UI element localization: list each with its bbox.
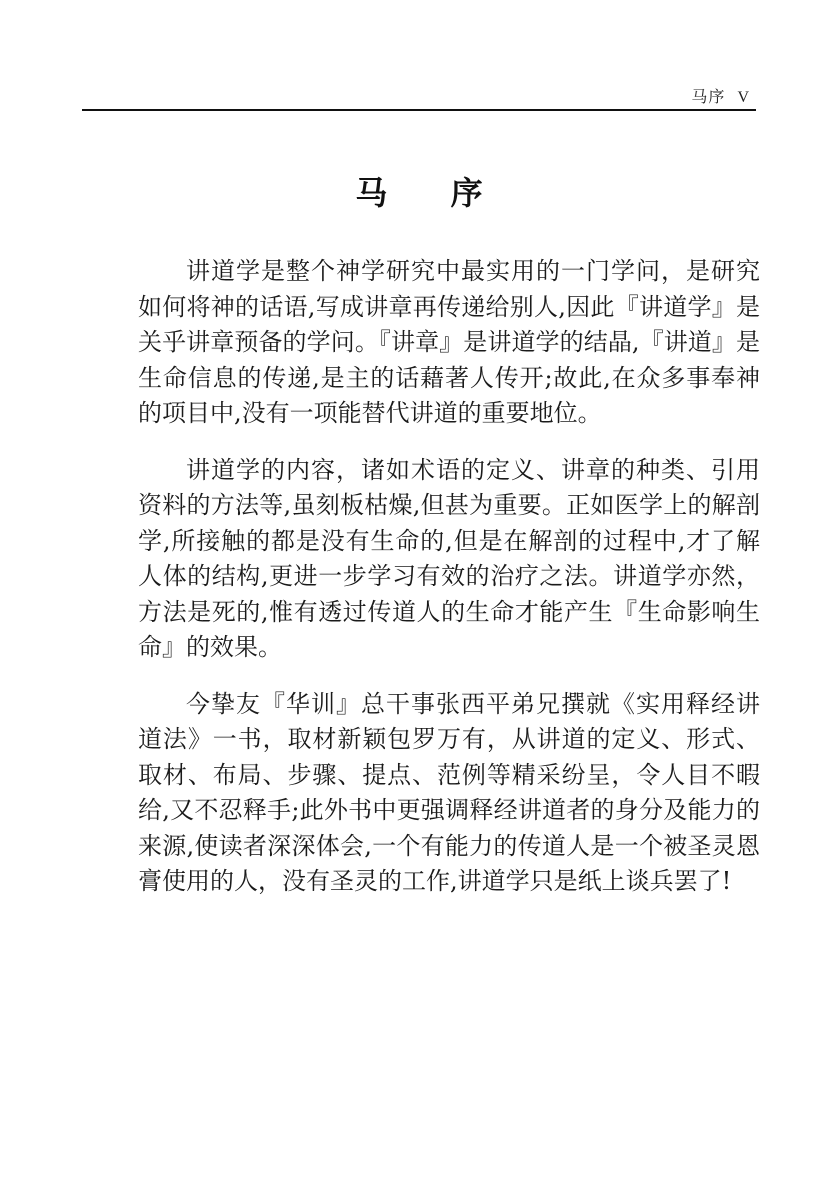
chapter-title: 马 序 — [355, 174, 509, 212]
header-rule — [82, 109, 756, 111]
running-header — [691, 84, 750, 107]
page-number: V — [737, 89, 750, 106]
paragraph-3: 今挚友『华训』总干事张西平弟兄撰就《实用释经讲道法》一书，取材新颖包罗万有，从讲道的定义、形式、取材、布局、步骤、提点、范例等精采纷呈，令人目不暇给,又不忍释手;此外书中更强调释经讲道者的身分及能力的来源,使读者深深体会,一个有能力的传道人是一个被圣灵恩膏使用的人，没有圣灵的工作,讲道学只是纸上谈兵罢了! — [138, 689, 760, 895]
header-section-name: 马序 — [691, 87, 726, 106]
paragraph-2: 讲道学的内容，诸如术语的定义、讲章的种类、引用资料的方法等,虽刻板枯燥,但甚为重要。正如医学上的解剖学,所接触的都是没有生命的,但是在解剖的过程中,才了解人体的结构,更进一步学习有效的治疗之法。讲道学亦然，方法是死的,惟有透过传道人的生命才能产生『生命影响生命』的效果。 — [138, 455, 760, 661]
body-text — [138, 254, 760, 921]
paragraph-1: 讲道学是整个神学研究中最实用的一门学问，是研究如何将神的话语,写成讲章再传递给别人,因此『讲道学』是关乎讲章预备的学问。『讲章』是讲道学的结晶,『讲道』是生命信息的传递,是主的话藉著人传开;故此,在众多事奉神的项目中,没有一项能替代讲道的重要地位。 — [138, 257, 760, 427]
